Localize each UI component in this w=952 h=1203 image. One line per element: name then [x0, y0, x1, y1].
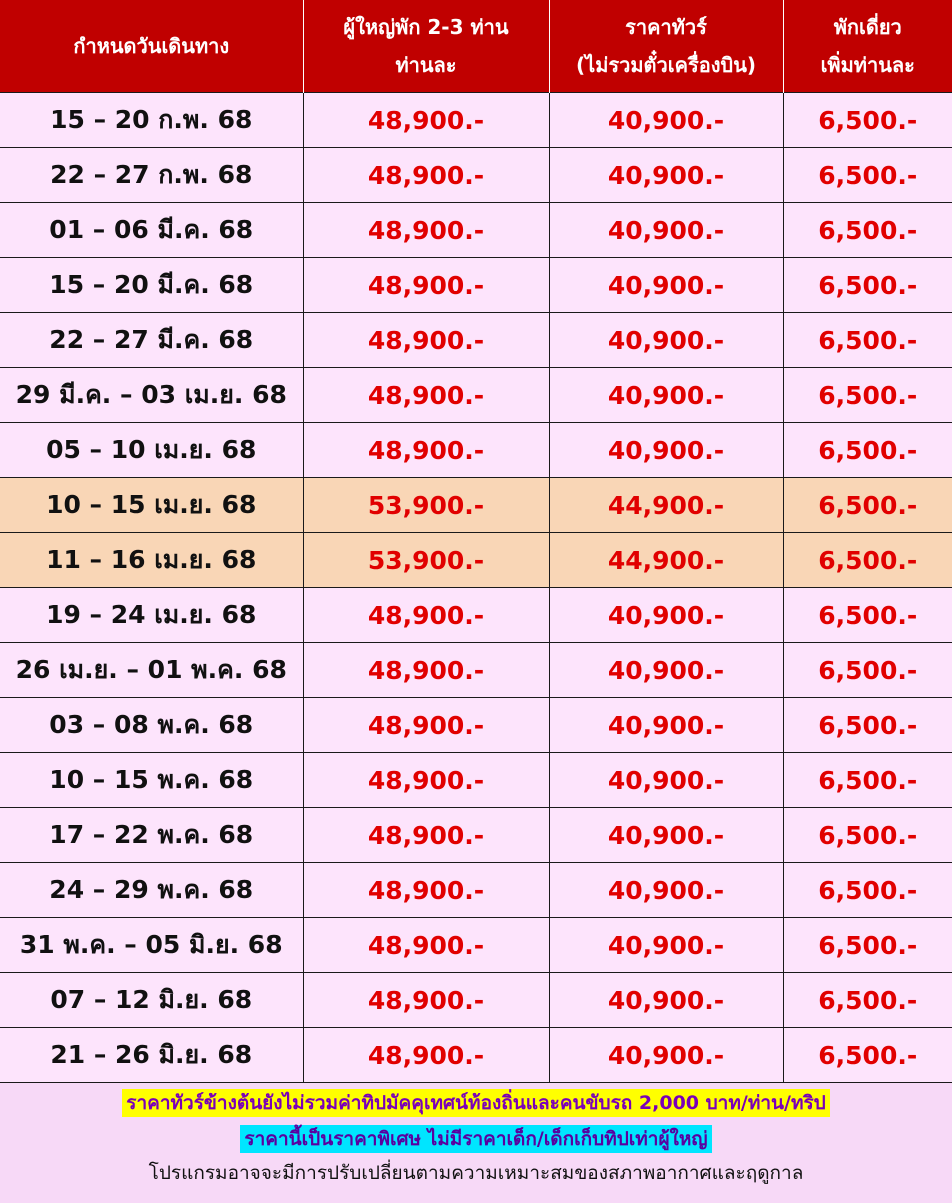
cell-travel-date: 01 – 06 มี.ค. 68 — [0, 203, 303, 258]
tip-note: ราคาทัวร์ข้างต้นยังไม่รวมค่าทิปมัคคุเทศน์ท้องถิ่นและคนขับรถ 2,000 บาท/ท่าน/ทริป — [122, 1089, 829, 1117]
table-body — [0, 93, 952, 1083]
cell-single-supplement: 6,500.- — [783, 808, 952, 863]
cell-tour-price: 44,900.- — [549, 533, 783, 588]
cell-travel-date: 19 – 24 เม.ย. 68 — [0, 588, 303, 643]
cell-tour-price: 40,900.- — [549, 753, 783, 808]
cell-single-supplement: 6,500.- — [783, 698, 952, 753]
cell-travel-date: 10 – 15 พ.ค. 68 — [0, 753, 303, 808]
cell-single-supplement: 6,500.- — [783, 588, 952, 643]
cell-travel-date: 05 – 10 เม.ย. 68 — [0, 423, 303, 478]
header-travel-date — [0, 0, 303, 93]
header-adult-line2: ท่านละ — [395, 53, 457, 77]
cell-tour-price: 40,900.- — [549, 258, 783, 313]
table-row — [0, 478, 952, 533]
cell-travel-date: 21 – 26 มิ.ย. 68 — [0, 1028, 303, 1083]
cell-travel-date: 15 – 20 มี.ค. 68 — [0, 258, 303, 313]
cell-adult-price: 48,900.- — [303, 258, 549, 313]
cell-single-supplement: 6,500.- — [783, 753, 952, 808]
program-change-note: โปรแกรมอาจจะมีการปรับเปลี่ยนตามความเหมาะสมของสภาพอากาศและฤดูกาล — [148, 1162, 804, 1184]
cell-tour-price: 40,900.- — [549, 863, 783, 918]
cell-adult-price: 53,900.- — [303, 533, 549, 588]
cell-single-supplement: 6,500.- — [783, 1028, 952, 1083]
cell-adult-price: 48,900.- — [303, 918, 549, 973]
cell-adult-price: 48,900.- — [303, 808, 549, 863]
cell-adult-price: 48,900.- — [303, 148, 549, 203]
table-row — [0, 533, 952, 588]
table-row — [0, 698, 952, 753]
cell-single-supplement: 6,500.- — [783, 148, 952, 203]
cell-adult-price: 48,900.- — [303, 203, 549, 258]
cell-travel-date: 17 – 22 พ.ค. 68 — [0, 808, 303, 863]
cell-adult-price: 48,900.- — [303, 368, 549, 423]
cell-tour-price: 40,900.- — [549, 423, 783, 478]
header-tour-line1: ราคาทัวร์ — [625, 15, 707, 39]
cell-travel-date: 11 – 16 เม.ย. 68 — [0, 533, 303, 588]
cell-single-supplement: 6,500.- — [783, 203, 952, 258]
header-tour-price — [549, 0, 783, 93]
cell-tour-price: 40,900.- — [549, 148, 783, 203]
cell-adult-price: 48,900.- — [303, 588, 549, 643]
cell-adult-price: 48,900.- — [303, 698, 549, 753]
cell-adult-price: 48,900.- — [303, 863, 549, 918]
cell-travel-date: 10 – 15 เม.ย. 68 — [0, 478, 303, 533]
cell-single-supplement: 6,500.- — [783, 423, 952, 478]
cell-single-supplement: 6,500.- — [783, 863, 952, 918]
cell-single-supplement: 6,500.- — [783, 313, 952, 368]
cell-tour-price: 40,900.- — [549, 973, 783, 1028]
table-row — [0, 368, 952, 423]
cell-travel-date: 22 – 27 ก.พ. 68 — [0, 148, 303, 203]
cell-tour-price: 40,900.- — [549, 643, 783, 698]
header-single-line1: พักเดี่ยว — [833, 15, 902, 39]
cell-tour-price: 40,900.- — [549, 313, 783, 368]
header-adult-line1: ผู้ใหญ่พัก 2-3 ท่าน — [343, 15, 509, 39]
cell-tour-price: 40,900.- — [549, 368, 783, 423]
cell-adult-price: 48,900.- — [303, 1028, 549, 1083]
cell-tour-price: 40,900.- — [549, 1028, 783, 1083]
cell-travel-date: 26 เม.ย. – 01 พ.ค. 68 — [0, 643, 303, 698]
special-price-note: ราคานี้เป็นราคาพิเศษ ไม่มีราคาเด็ก/เด็กเก็บทิปเท่าผู้ใหญ่ — [240, 1125, 711, 1153]
header-single-supplement — [783, 0, 952, 93]
cell-adult-price: 48,900.- — [303, 973, 549, 1028]
table-row — [0, 423, 952, 478]
cell-single-supplement: 6,500.- — [783, 258, 952, 313]
cell-tour-price: 40,900.- — [549, 808, 783, 863]
cell-tour-price: 40,900.- — [549, 203, 783, 258]
cell-tour-price: 40,900.- — [549, 588, 783, 643]
header-adult-price — [303, 0, 549, 93]
cell-tour-price: 40,900.- — [549, 93, 783, 148]
footer-notes — [0, 1083, 952, 1187]
header-tour-line2: (ไม่รวมตั๋วเครื่องบิน) — [576, 53, 756, 77]
cell-single-supplement: 6,500.- — [783, 368, 952, 423]
cell-single-supplement: 6,500.- — [783, 643, 952, 698]
table-row — [0, 148, 952, 203]
table-row — [0, 93, 952, 148]
cell-travel-date: 29 มี.ค. – 03 เม.ย. 68 — [0, 368, 303, 423]
table-header-row — [0, 0, 952, 93]
cell-tour-price: 40,900.- — [549, 698, 783, 753]
table-row — [0, 973, 952, 1028]
cell-adult-price: 53,900.- — [303, 478, 549, 533]
cell-single-supplement: 6,500.- — [783, 93, 952, 148]
table-row — [0, 753, 952, 808]
cell-adult-price: 48,900.- — [303, 313, 549, 368]
cell-adult-price: 48,900.- — [303, 423, 549, 478]
cell-travel-date: 24 – 29 พ.ค. 68 — [0, 863, 303, 918]
table-row — [0, 643, 952, 698]
table-row — [0, 588, 952, 643]
cell-adult-price: 48,900.- — [303, 643, 549, 698]
header-single-line2: เพิ่มท่านละ — [820, 53, 915, 77]
cell-travel-date: 07 – 12 มิ.ย. 68 — [0, 973, 303, 1028]
table-row — [0, 258, 952, 313]
cell-travel-date: 03 – 08 พ.ค. 68 — [0, 698, 303, 753]
table-row — [0, 918, 952, 973]
cell-single-supplement: 6,500.- — [783, 478, 952, 533]
table-row — [0, 808, 952, 863]
cell-travel-date: 31 พ.ค. – 05 มิ.ย. 68 — [0, 918, 303, 973]
header-travel-date-label: กำหนดวันเดินทาง — [73, 34, 230, 58]
cell-single-supplement: 6,500.- — [783, 918, 952, 973]
table-row — [0, 203, 952, 258]
cell-adult-price: 48,900.- — [303, 753, 549, 808]
cell-adult-price: 48,900.- — [303, 93, 549, 148]
table-row — [0, 863, 952, 918]
cell-tour-price: 40,900.- — [549, 918, 783, 973]
cell-single-supplement: 6,500.- — [783, 973, 952, 1028]
cell-single-supplement: 6,500.- — [783, 533, 952, 588]
cell-tour-price: 44,900.- — [549, 478, 783, 533]
cell-travel-date: 22 – 27 มี.ค. 68 — [0, 313, 303, 368]
cell-travel-date: 15 – 20 ก.พ. 68 — [0, 93, 303, 148]
table-row — [0, 313, 952, 368]
table-row — [0, 1028, 952, 1083]
